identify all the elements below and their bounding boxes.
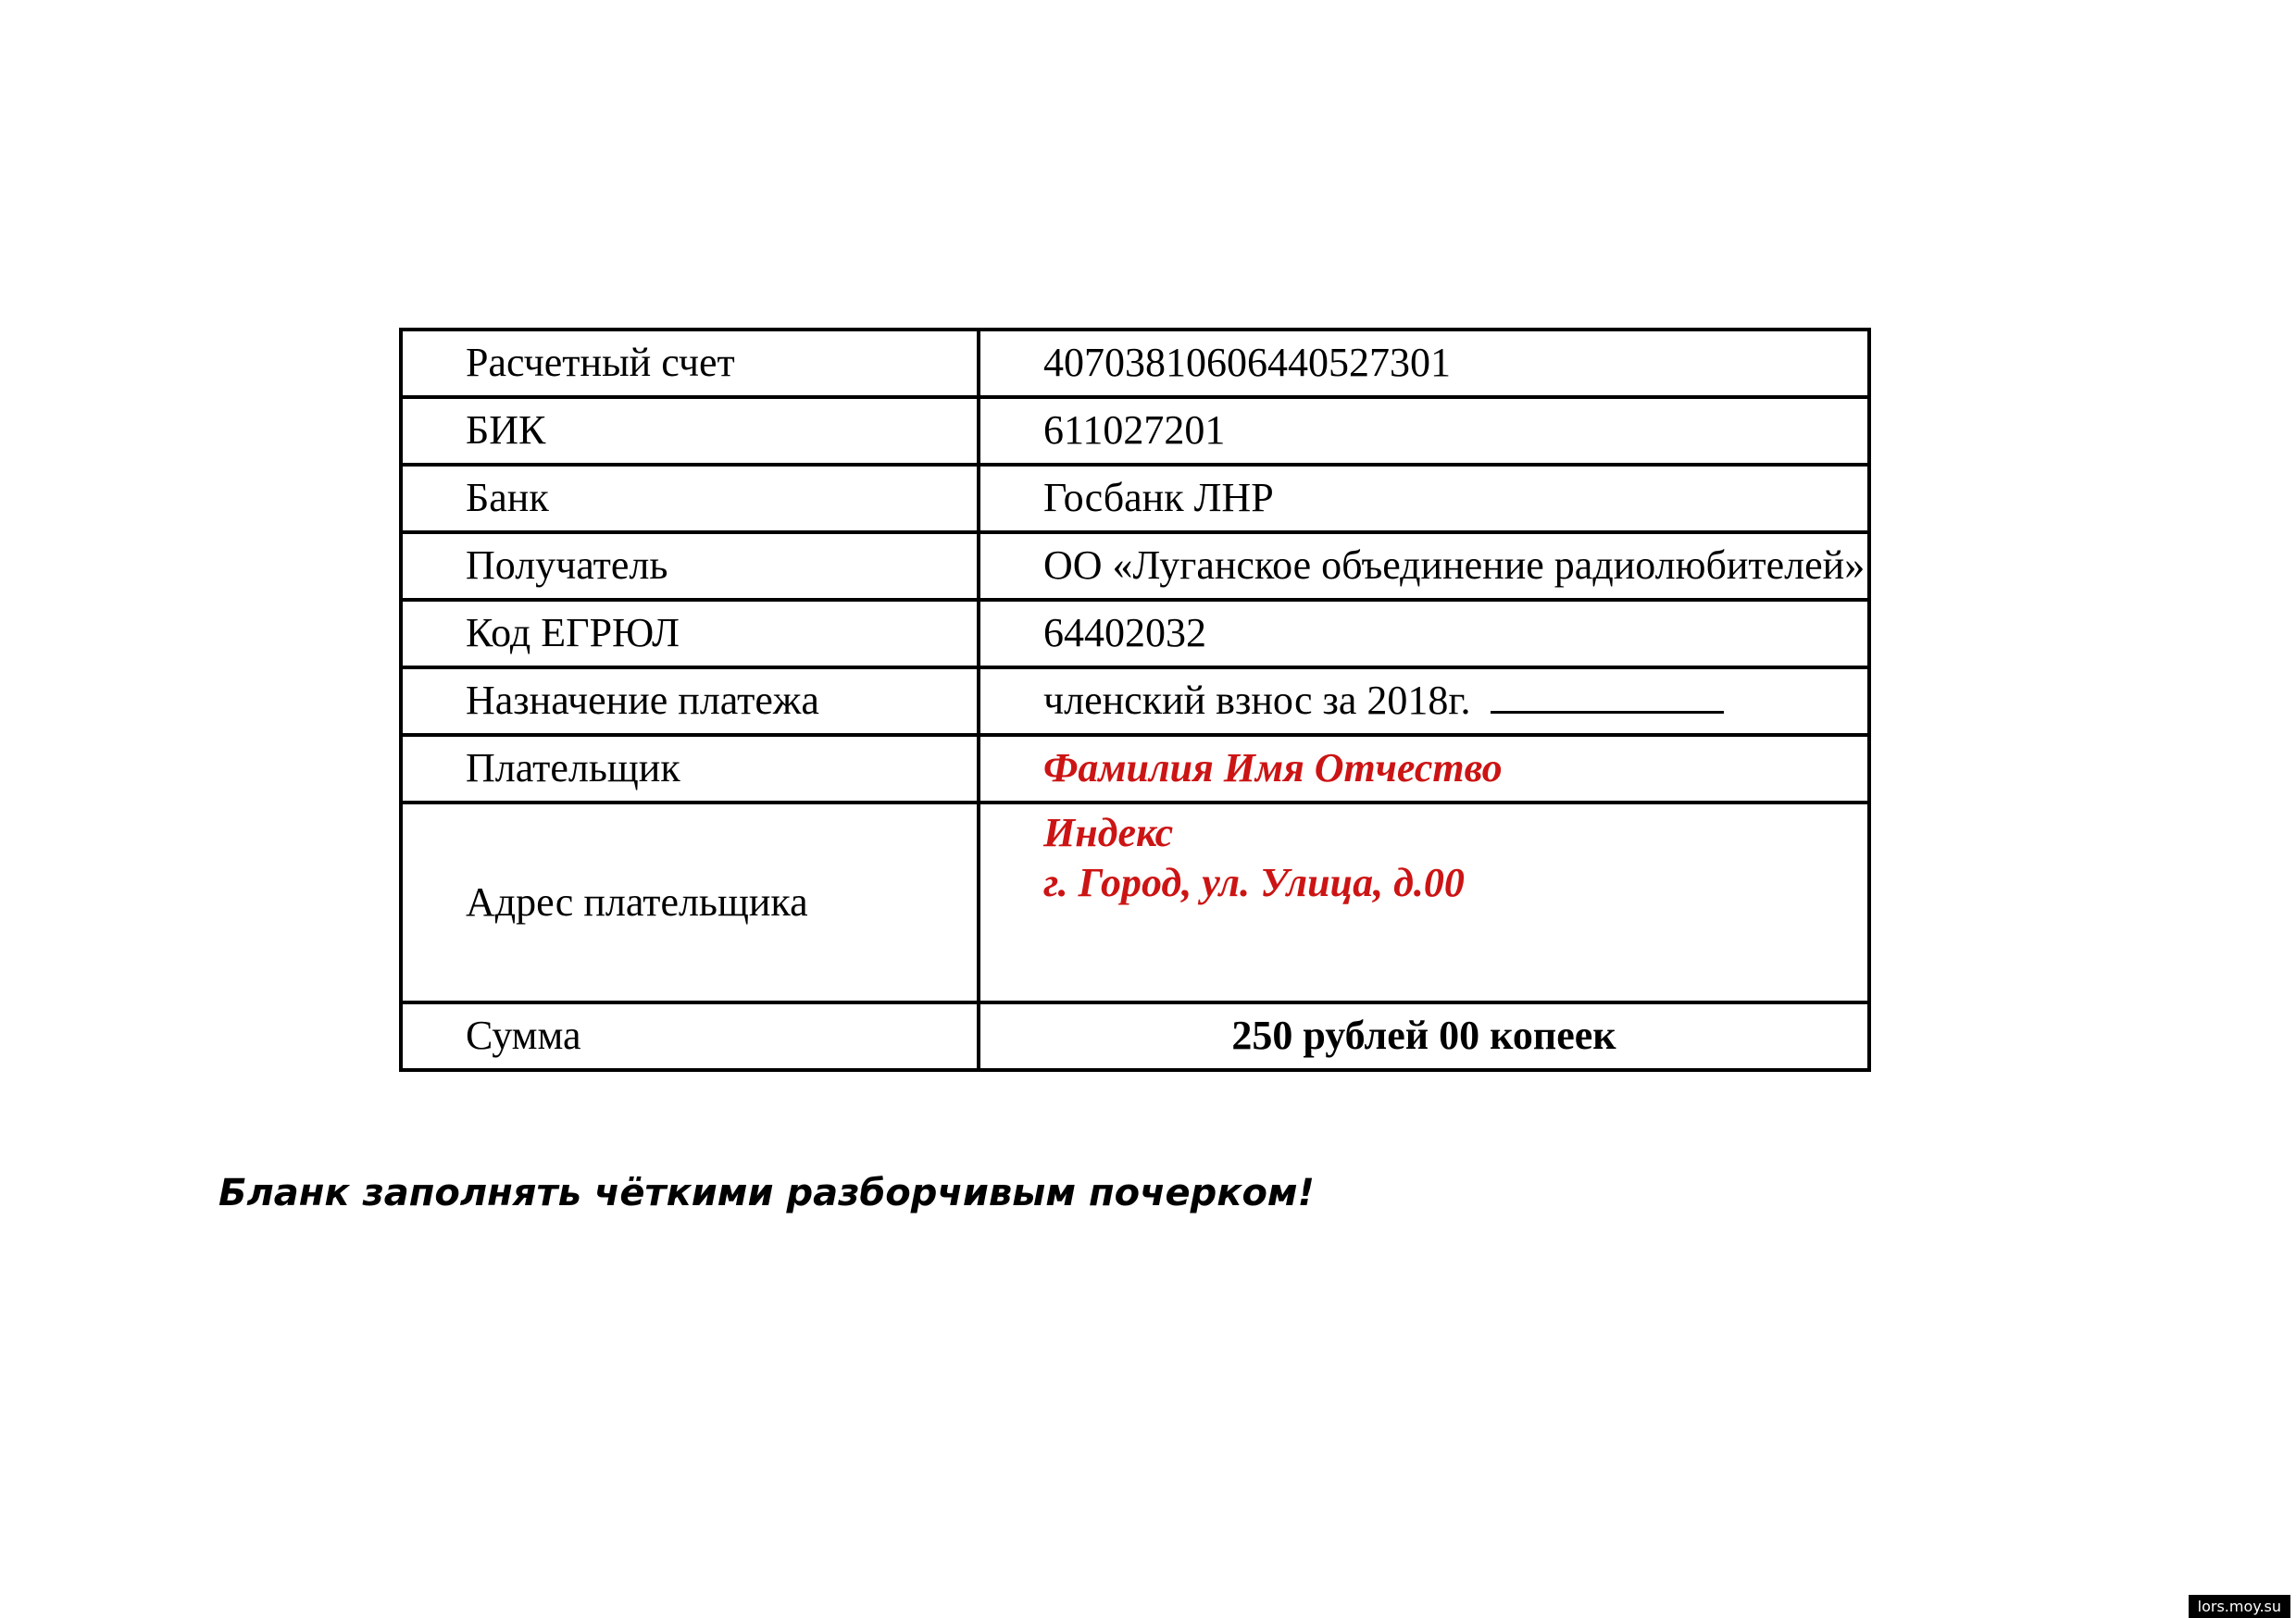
value-payer-address <box>979 803 1869 1002</box>
table-row-recipient <box>401 532 1869 600</box>
site-watermark: lors.moy.su <box>2189 1595 2290 1618</box>
fill-instruction-note: Бланк заполнять чёткими разборчивым почерком! <box>218 1172 1315 1214</box>
table-row-bik <box>401 397 1869 465</box>
label-egrul: Код ЕГРЮЛ <box>401 600 979 667</box>
fill-in-blank-line <box>1491 678 1724 714</box>
label-bik: БИК <box>401 397 979 465</box>
label-purpose: Назначение платежа <box>401 667 979 735</box>
table-row-payer-address <box>401 803 1869 1002</box>
table-row-bank <box>401 465 1869 532</box>
value-bik: 611027201 <box>979 397 1869 465</box>
table-row-payer <box>401 735 1869 803</box>
value-bank: Госбанк ЛНР <box>979 465 1869 532</box>
table-row-purpose <box>401 667 1869 735</box>
value-recipient: ОО «Луганское объединение радиолюбителей» <box>979 532 1869 600</box>
label-bank: Банк <box>401 465 979 532</box>
table-row-account <box>401 330 1869 397</box>
label-payer-address: Адрес плательщика <box>401 803 979 1002</box>
label-payer: Плательщик <box>401 735 979 803</box>
value-purpose-cell <box>979 667 1869 735</box>
value-payer: Фамилия Имя Отчество <box>979 735 1869 803</box>
value-egrul: 64402032 <box>979 600 1869 667</box>
address-street: г. Город, ул. Улица, д.00 <box>1043 860 1465 905</box>
address-index: Индекс <box>1043 810 1174 855</box>
label-account: Расчетный счет <box>401 330 979 397</box>
label-sum: Сумма <box>401 1002 979 1070</box>
table-row-egrul <box>401 600 1869 667</box>
value-purpose: членский взнос за 2018г. <box>1043 678 1471 724</box>
table-row-sum <box>401 1002 1869 1070</box>
value-sum: 250 рублей 00 копеек <box>979 1002 1869 1070</box>
payment-details-table <box>399 328 1871 1072</box>
value-account: 40703810606440527301 <box>979 330 1869 397</box>
label-recipient: Получатель <box>401 532 979 600</box>
